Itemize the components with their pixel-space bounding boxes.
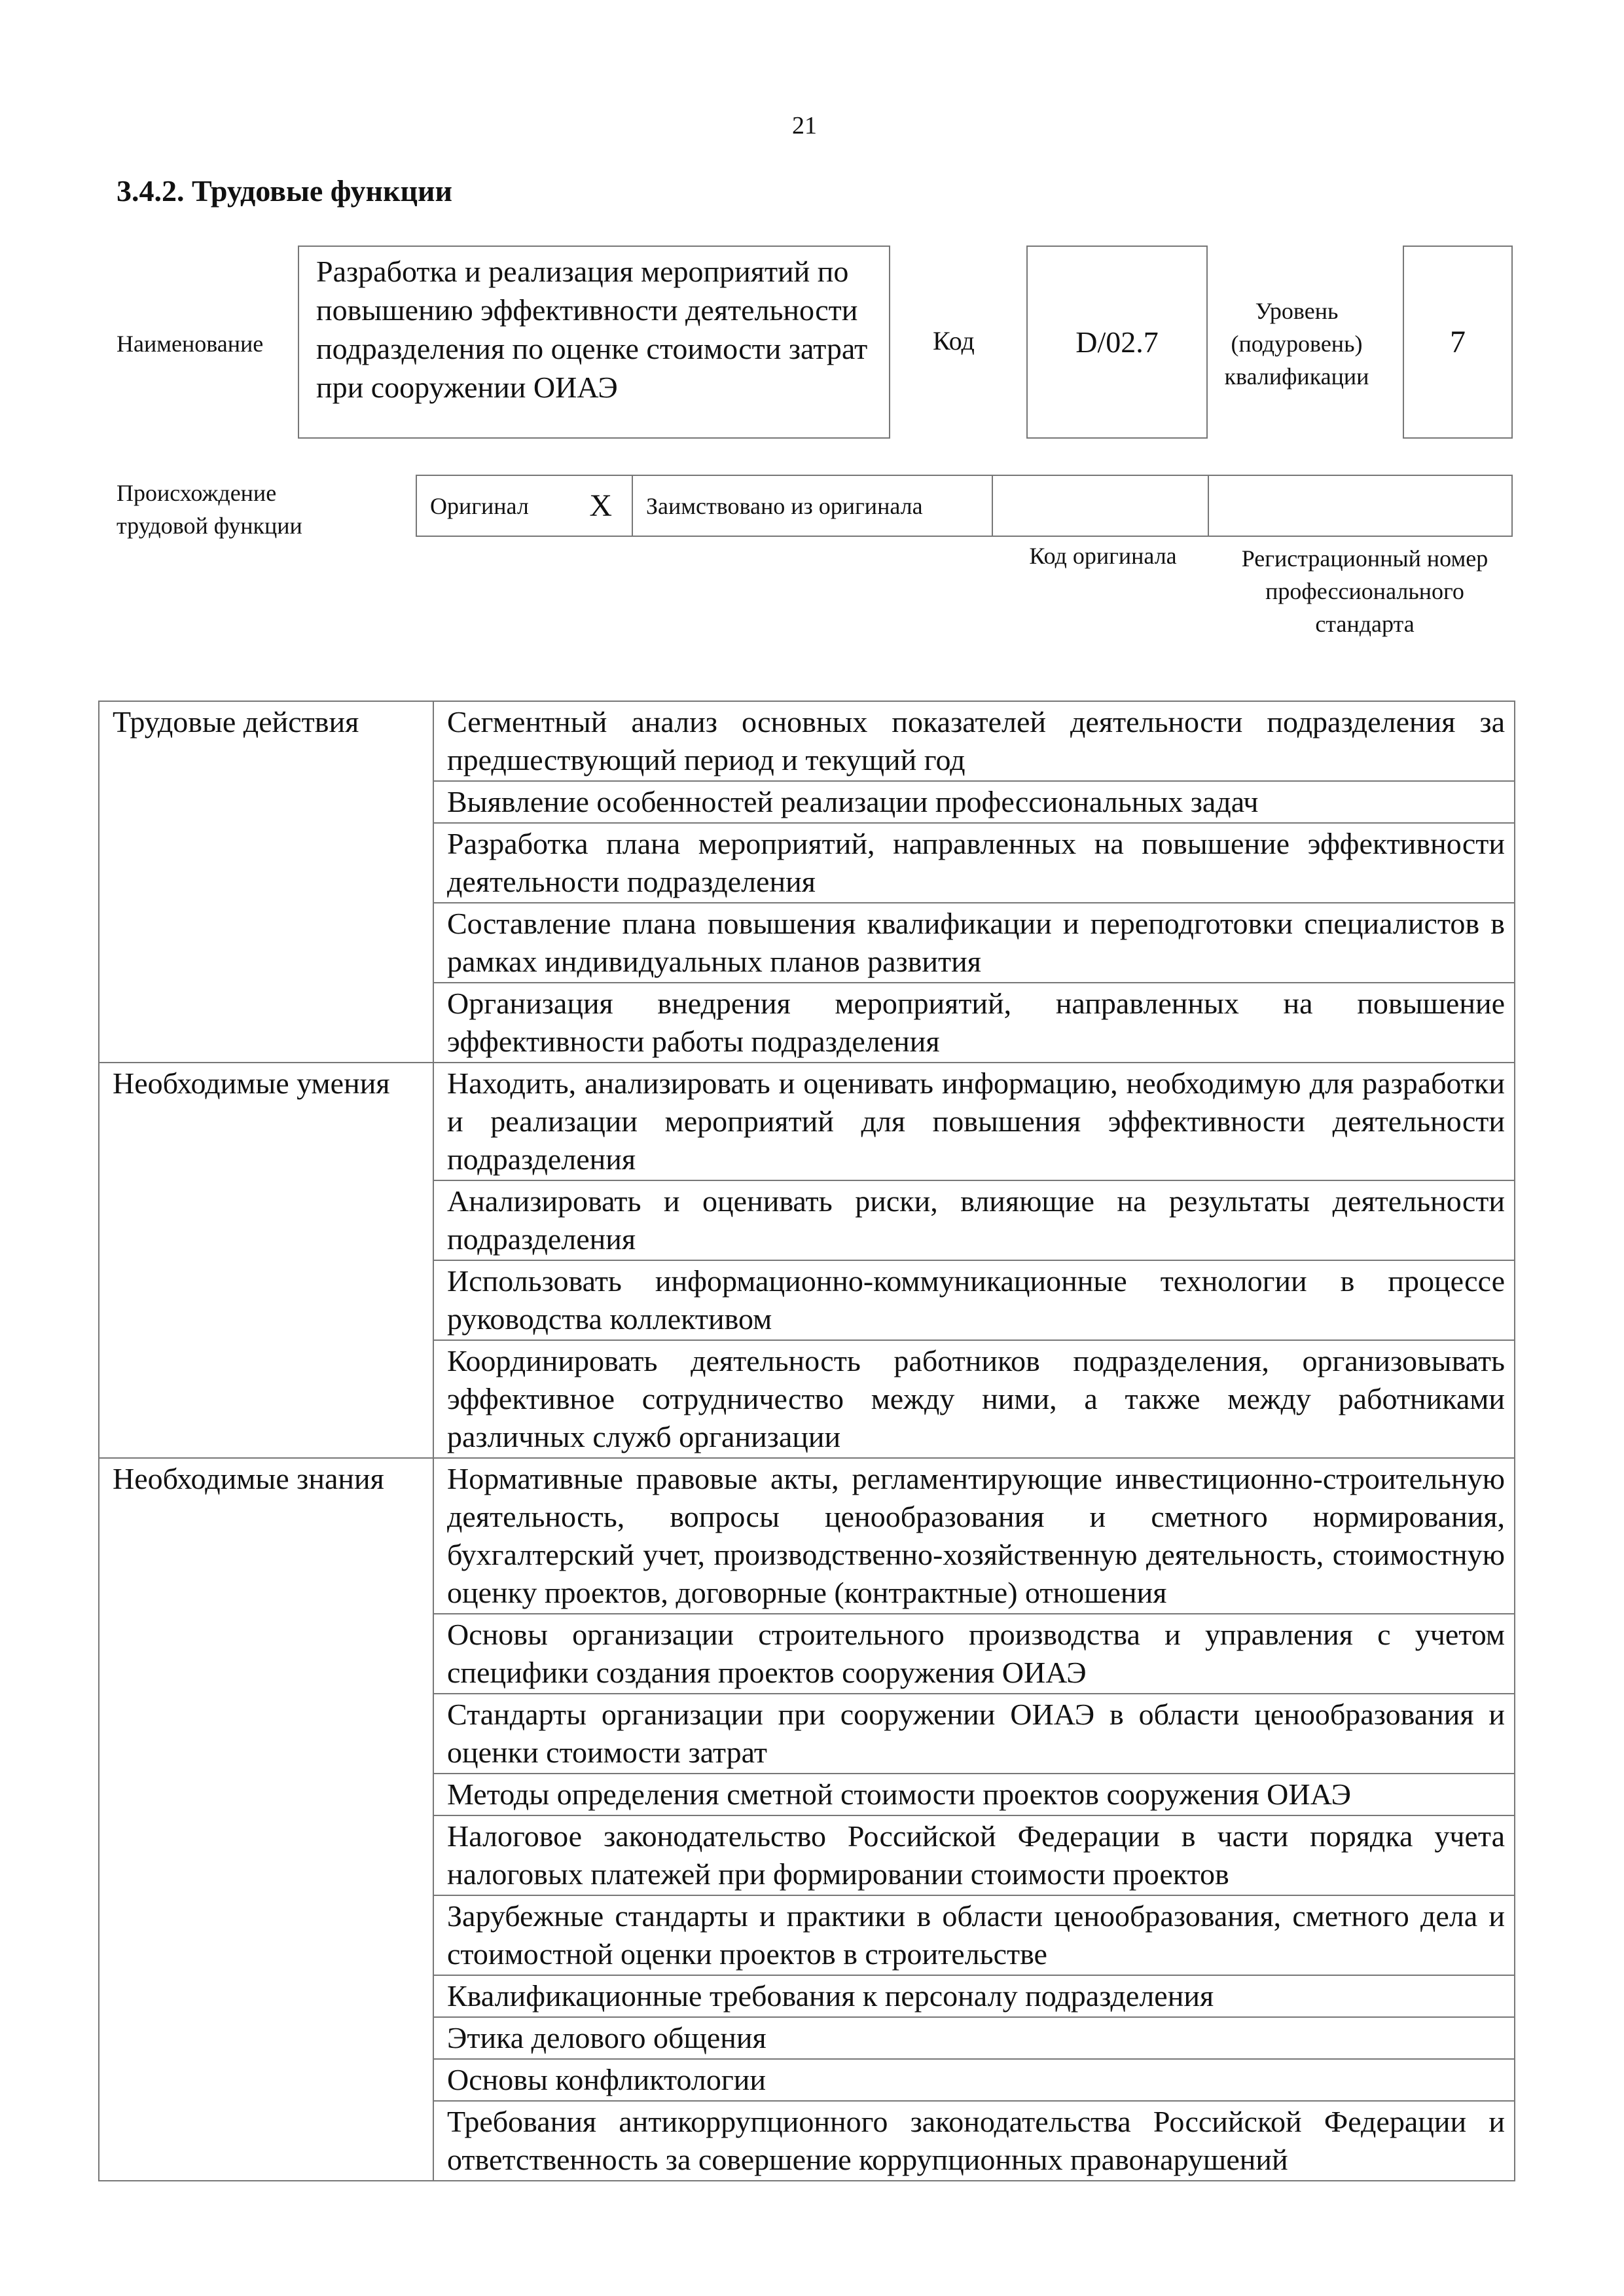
- category-cell: Необходимые умения: [99, 1063, 433, 1458]
- item-cell: Требования антикоррупционного законодательства Российской Федерации и ответственность за совершение коррупционных правонарушений: [433, 2101, 1515, 2181]
- origin-row: [416, 475, 1513, 537]
- category-cell: Необходимые знания: [99, 1458, 433, 2181]
- table-row: [99, 1458, 1515, 1614]
- item-cell: Этика делового общения: [433, 2017, 1515, 2059]
- item-cell: Находить, анализировать и оценивать информацию, необходимую для разработки и реализации мероприятий для повышения эффективности деятельности подразделения: [433, 1063, 1515, 1180]
- original-cell: [417, 476, 633, 536]
- item-cell: Основы организации строительного производства и управления с учетом специфики создания проектов сооружения ОИАЭ: [433, 1614, 1515, 1694]
- name-label: Наименование: [117, 331, 264, 357]
- original-label: Оригинал: [430, 492, 529, 519]
- item-cell: Составление плана повышения квалификации и переподготовки специалистов в рамках индивидуальных планов развития: [433, 903, 1515, 983]
- level-label: Уровень (подуровень) квалификации: [1224, 298, 1369, 390]
- code-value-box: D/02.7: [1026, 246, 1208, 439]
- section-title: 3.4.2. Трудовые функции: [117, 174, 453, 208]
- table-row: [99, 701, 1515, 781]
- item-cell: Сегментный анализ основных показателей деятельности подразделения за предшествующий период и текущий год: [433, 701, 1515, 781]
- original-mark: X: [589, 488, 612, 523]
- function-table: [98, 701, 1515, 2181]
- item-cell: Организация внедрения мероприятий, направленных на повышение эффективности работы подразделения: [433, 983, 1515, 1063]
- code-original-label: Код оригинала: [1029, 543, 1177, 569]
- origin-label: Происхождение трудовой функции: [117, 480, 302, 539]
- item-cell: Зарубежные стандарты и практики в области ценообразования, сметного дела и стоимостной оценки проектов в строительстве: [433, 1895, 1515, 1975]
- item-cell: Налоговое законодательство Российской Федерации в части порядка учета налоговых платежей при формировании стоимости проектов: [433, 1815, 1515, 1895]
- item-cell: Координировать деятельность работников подразделения, организовывать эффективное сотрудничество между ними, а также между работниками различных служб организации: [433, 1340, 1515, 1458]
- item-cell: Стандарты организации при сооружении ОИАЭ в области ценообразования и оценки стоимости затрат: [433, 1694, 1515, 1774]
- item-cell: Анализировать и оценивать риски, влияющие на результаты деятельности подразделения: [433, 1180, 1515, 1260]
- item-cell: Выявление особенностей реализации профессиональных задач: [433, 781, 1515, 823]
- item-cell: Квалификационные требования к персоналу подразделения: [433, 1975, 1515, 2017]
- item-cell: Методы определения сметной стоимости проектов сооружения ОИАЭ: [433, 1774, 1515, 1815]
- reg-number-cell: [1209, 476, 1511, 536]
- item-cell: Использовать информационно-коммуникационные технологии в процессе руководства коллективом: [433, 1260, 1515, 1340]
- item-cell: Нормативные правовые акты, регламентирующие инвестиционно-строительную деятельность, вопросы ценообразования и сметного нормирования, бухгалтерский учет, производственно-хозяйственную деятельность, стоимостную оценку проектов, договорные (контрактные) отношения: [433, 1458, 1515, 1614]
- reg-number-label: Регистрационный номер профессионального стандарта: [1241, 545, 1489, 637]
- code-label: Код: [933, 326, 975, 355]
- code-original-cell: [993, 476, 1209, 536]
- function-name-box: Разработка и реализация мероприятий по повышению эффективности деятельности подразделения по оценке стоимости затрат при сооружении ОИАЭ: [298, 246, 890, 439]
- level-value-box: 7: [1403, 246, 1513, 439]
- borrowed-cell: Заимствовано из оригинала: [633, 476, 993, 536]
- item-cell: Основы конфликтологии: [433, 2059, 1515, 2101]
- table-row: [99, 1063, 1515, 1180]
- item-cell: Разработка плана мероприятий, направленных на повышение эффективности деятельности подразделения: [433, 823, 1515, 903]
- page-number: 21: [792, 112, 817, 139]
- category-cell: Трудовые действия: [99, 701, 433, 1063]
